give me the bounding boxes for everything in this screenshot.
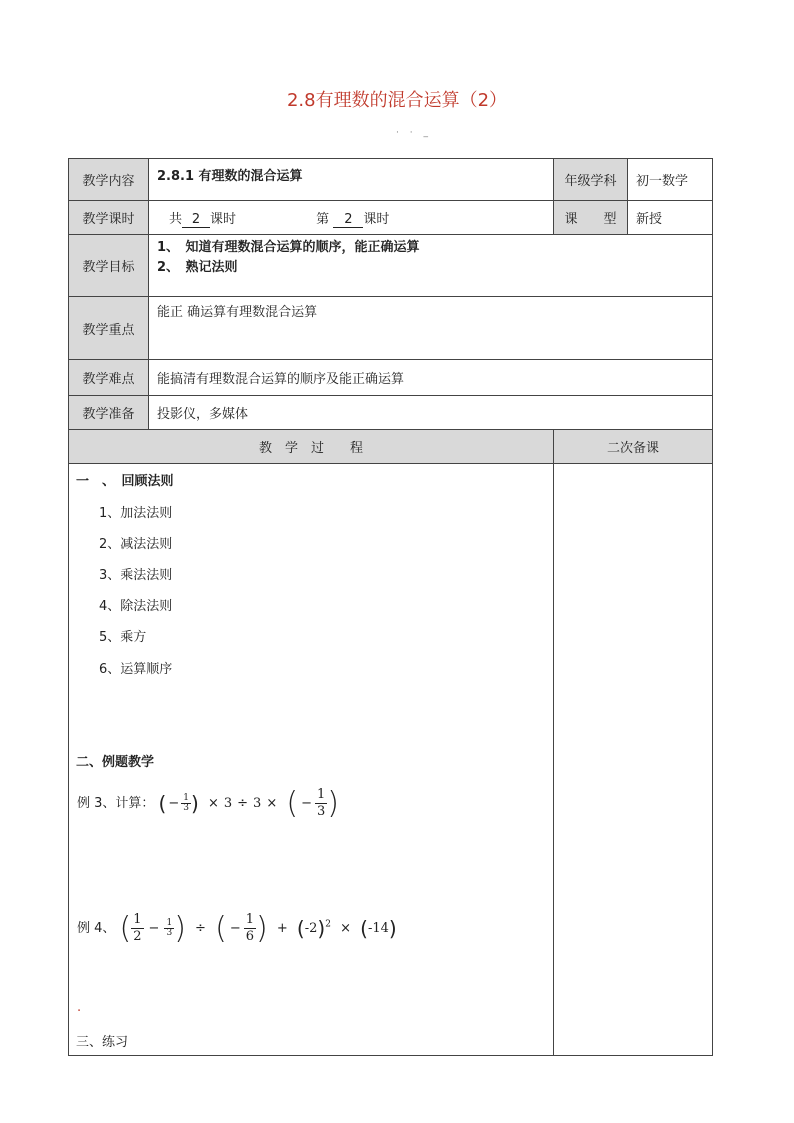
rule-item: 5、乘方 xyxy=(99,630,147,645)
hours-value xyxy=(149,201,554,235)
example-3: 例 3、计算： ( − $\frac{1}{3}$ ) × 3 ÷ 3 × ( − $\frac{1}{3}$ ) xyxy=(77,786,339,821)
section-examples: 二、例题教学 xyxy=(76,755,155,770)
rule-item: 4、除法法则 xyxy=(99,599,173,614)
difficulty-label: 教学难点 xyxy=(69,360,149,396)
hours-current-prefix: 第 xyxy=(316,211,330,227)
rule-item: 3、乘法法则 xyxy=(99,568,173,583)
key-label: 教学重点 xyxy=(69,297,149,360)
hours-total-suffix: 课时 xyxy=(210,211,237,227)
section-practice: 三、练习 xyxy=(76,1035,129,1050)
example-3-label: 例 3、计算： xyxy=(77,796,155,811)
type-label: 课 型 xyxy=(554,201,628,235)
subtitle-mark: · · _ xyxy=(396,128,432,138)
fraction: $\frac{1}{3}$ xyxy=(183,793,189,813)
fraction: $\frac{1}{6}$ xyxy=(245,912,254,944)
section-review: 一 、 回顾法则 xyxy=(76,474,174,489)
process-body xyxy=(69,464,554,1056)
key-value: 能正 确运算有理数混合运算 xyxy=(149,297,713,360)
fraction: $\frac{1}{3}$ xyxy=(166,918,173,938)
goal-item: 1、 知道有理数混合运算的顺序，能正确运算 xyxy=(157,240,420,255)
content-value: 2.8.1 有理数的混合运算 xyxy=(149,159,554,201)
rule-item: 1、加法法则 xyxy=(99,506,173,521)
hours-current: 2 xyxy=(333,212,363,228)
rule-item: 6、运算顺序 xyxy=(99,662,173,677)
lesson-plan-table xyxy=(68,158,713,1056)
difficulty-value: 能搞清有理数混合运算的顺序及能正确运算 xyxy=(149,360,713,396)
dot-mark: · xyxy=(77,1004,82,1019)
grade-value: 初一数学 xyxy=(628,159,713,201)
content-label: 教学内容 xyxy=(69,159,149,201)
type-value: 新授 xyxy=(628,201,713,235)
page-title: 2.8有理数的混合运算（2） xyxy=(286,90,508,111)
process-header: 教 学 过 程 xyxy=(69,430,554,464)
fraction: $\frac{1}{2}$ xyxy=(133,912,142,944)
goal-label: 教学目标 xyxy=(69,235,149,297)
rule-item: 2、减法法则 xyxy=(99,537,173,552)
goal-item: 2、 熟记法则 xyxy=(157,260,238,275)
notes-header: 二次备课 xyxy=(554,430,713,464)
hours-label: 教学课时 xyxy=(69,201,149,235)
goal-value xyxy=(149,235,713,297)
hours-current-suffix: 课时 xyxy=(363,211,390,227)
hours-total-prefix: 共 xyxy=(169,211,183,227)
prep-label: 教学准备 xyxy=(69,396,149,430)
grade-label: 年级学科 xyxy=(554,159,628,201)
example-4: 例 4、 ( $\frac{1}{2}$ − $\frac{1}{3}$ ) ÷ ( − $\frac{1}{6}$ ) + $(-2)^2 \times (-14)$ xyxy=(77,911,397,946)
prep-value: 投影仪，多媒体 xyxy=(149,396,713,430)
notes-body xyxy=(554,464,713,1056)
fraction: $\frac{1}{3}$ xyxy=(317,787,326,819)
hours-total: 2 xyxy=(182,212,210,228)
example-4-label: 例 4、 xyxy=(77,921,116,936)
